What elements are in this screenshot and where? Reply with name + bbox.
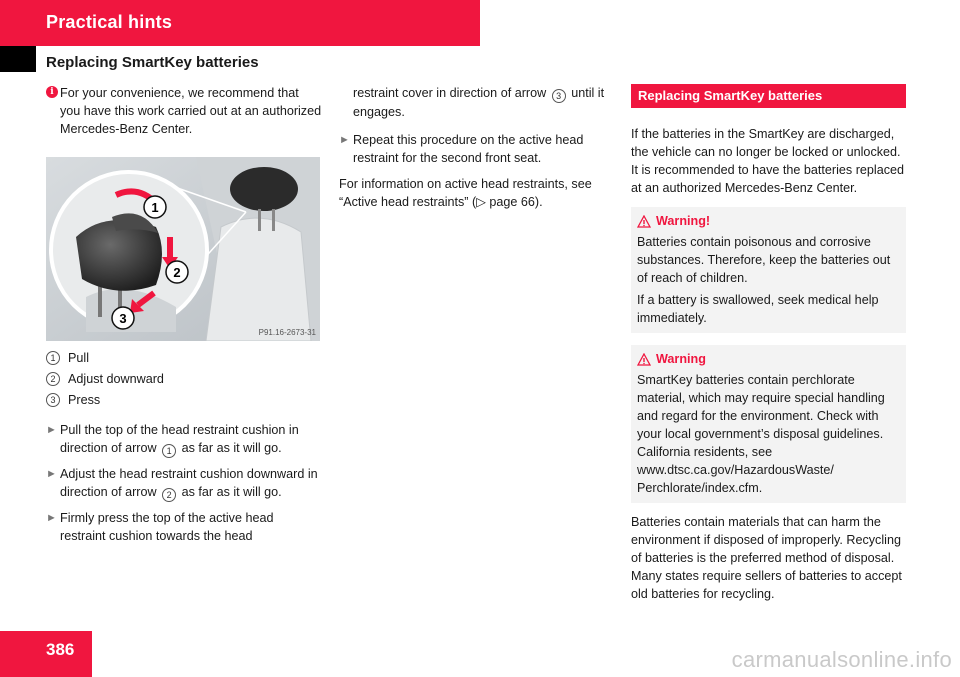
column-middle [339,84,617,211]
page-number: 386 [46,640,75,659]
step-arrow-icon: ► [339,134,350,146]
legend-label: Press [68,393,101,407]
legend-item [46,391,322,409]
watermark: carmanualsonline.info [731,647,952,672]
warning-box-poison [631,207,906,333]
figure-legend [46,349,322,409]
step-arrow-icon: ► [46,468,57,480]
info-icon: i [46,86,58,98]
step-arrow-icon: ► [46,424,57,436]
legend-item [46,349,322,367]
warning-text: SmartKey batteries contain perchlorate material, which may require special handling and regard for the environment. Check with your local government’s disposal guidelines. California residents, see www.dtsc.ca.gov/HazardousWaste/ Perchlorate/index.cfm. [637,373,885,495]
step-arrow-icon: ► [46,512,57,524]
head-restraint-figure [46,157,320,341]
head-restraint-illustration [46,157,320,341]
step-press: ► Firmly press the top of the active head restraint cushion towards the head [46,511,274,543]
warning-triangle-icon [637,353,651,366]
chapter-title: Practical hints [46,12,173,32]
legend-number: 2 [46,372,60,386]
warning-box-perchlorate [631,345,906,503]
svg-text:1: 1 [151,200,159,215]
section-marker [0,46,36,72]
info-note-text: For your convenience, we recommend that you have this work carried out at an authorized Mercedes-Benz Center. [60,86,322,136]
recycling-paragraph: Batteries contain materials that can harm the environment if disposed of improperly. Recycling of batteries is the preferred method of disposal. Many states require sellers of batteries to accept old batteries for recycling. [631,515,902,601]
page-reference-link[interactable]: page 66 [489,195,535,209]
callout-1 [144,196,166,218]
step-press-continued: restraint cover in direction of arrow 3 until it engages. [353,86,605,119]
warning-triangle-icon [637,215,651,228]
info-note [46,84,322,138]
legend-number: 1 [46,351,60,365]
warning-text: If a battery is swallowed, seek medical help immediately. [637,293,879,325]
column-right [631,84,906,603]
section-title: Replacing SmartKey batteries [46,54,259,71]
warning-text: Batteries contain poisonous and corrosive substances. Therefore, keep the batteries out of reach of children. [637,235,891,285]
svg-text:2: 2 [173,265,181,280]
step-repeat: ► Repeat this procedure on the active head restraint for the second front seat. [339,133,584,165]
legend-number: 3 [46,393,60,407]
figure-code: P91.16-2673-31 [258,328,316,337]
legend-label: Adjust downward [68,372,164,386]
callout-3 [112,307,134,329]
step-pull: ► Pull the top of the head restraint cushion in direction of arrow 1 as far as it will go. [46,423,299,456]
subsection-heading: Replacing SmartKey batteries [631,84,906,108]
column-left [46,84,322,545]
step-adjust: ► Adjust the head restraint cushion downward in direction of arrow 2 as far as it will go. [46,467,318,500]
legend-item [46,370,322,388]
callout-2 [166,261,188,283]
cross-reference-paragraph: For information on active head restraints, see “Active head restraints” (▷ page 66). [339,177,592,209]
warning-heading: Warning [637,350,900,368]
page-reference-arrow-icon: ▷ [476,195,486,209]
intro-paragraph: If the batteries in the SmartKey are discharged, the vehicle can no longer be locked or unlocked. It is recommended to have the batteries replaced at an authorized Mercedes-Benz Center. [631,127,905,195]
svg-text:3: 3 [119,311,127,326]
warning-heading: Warning! [637,212,900,230]
legend-label: Pull [68,351,89,365]
